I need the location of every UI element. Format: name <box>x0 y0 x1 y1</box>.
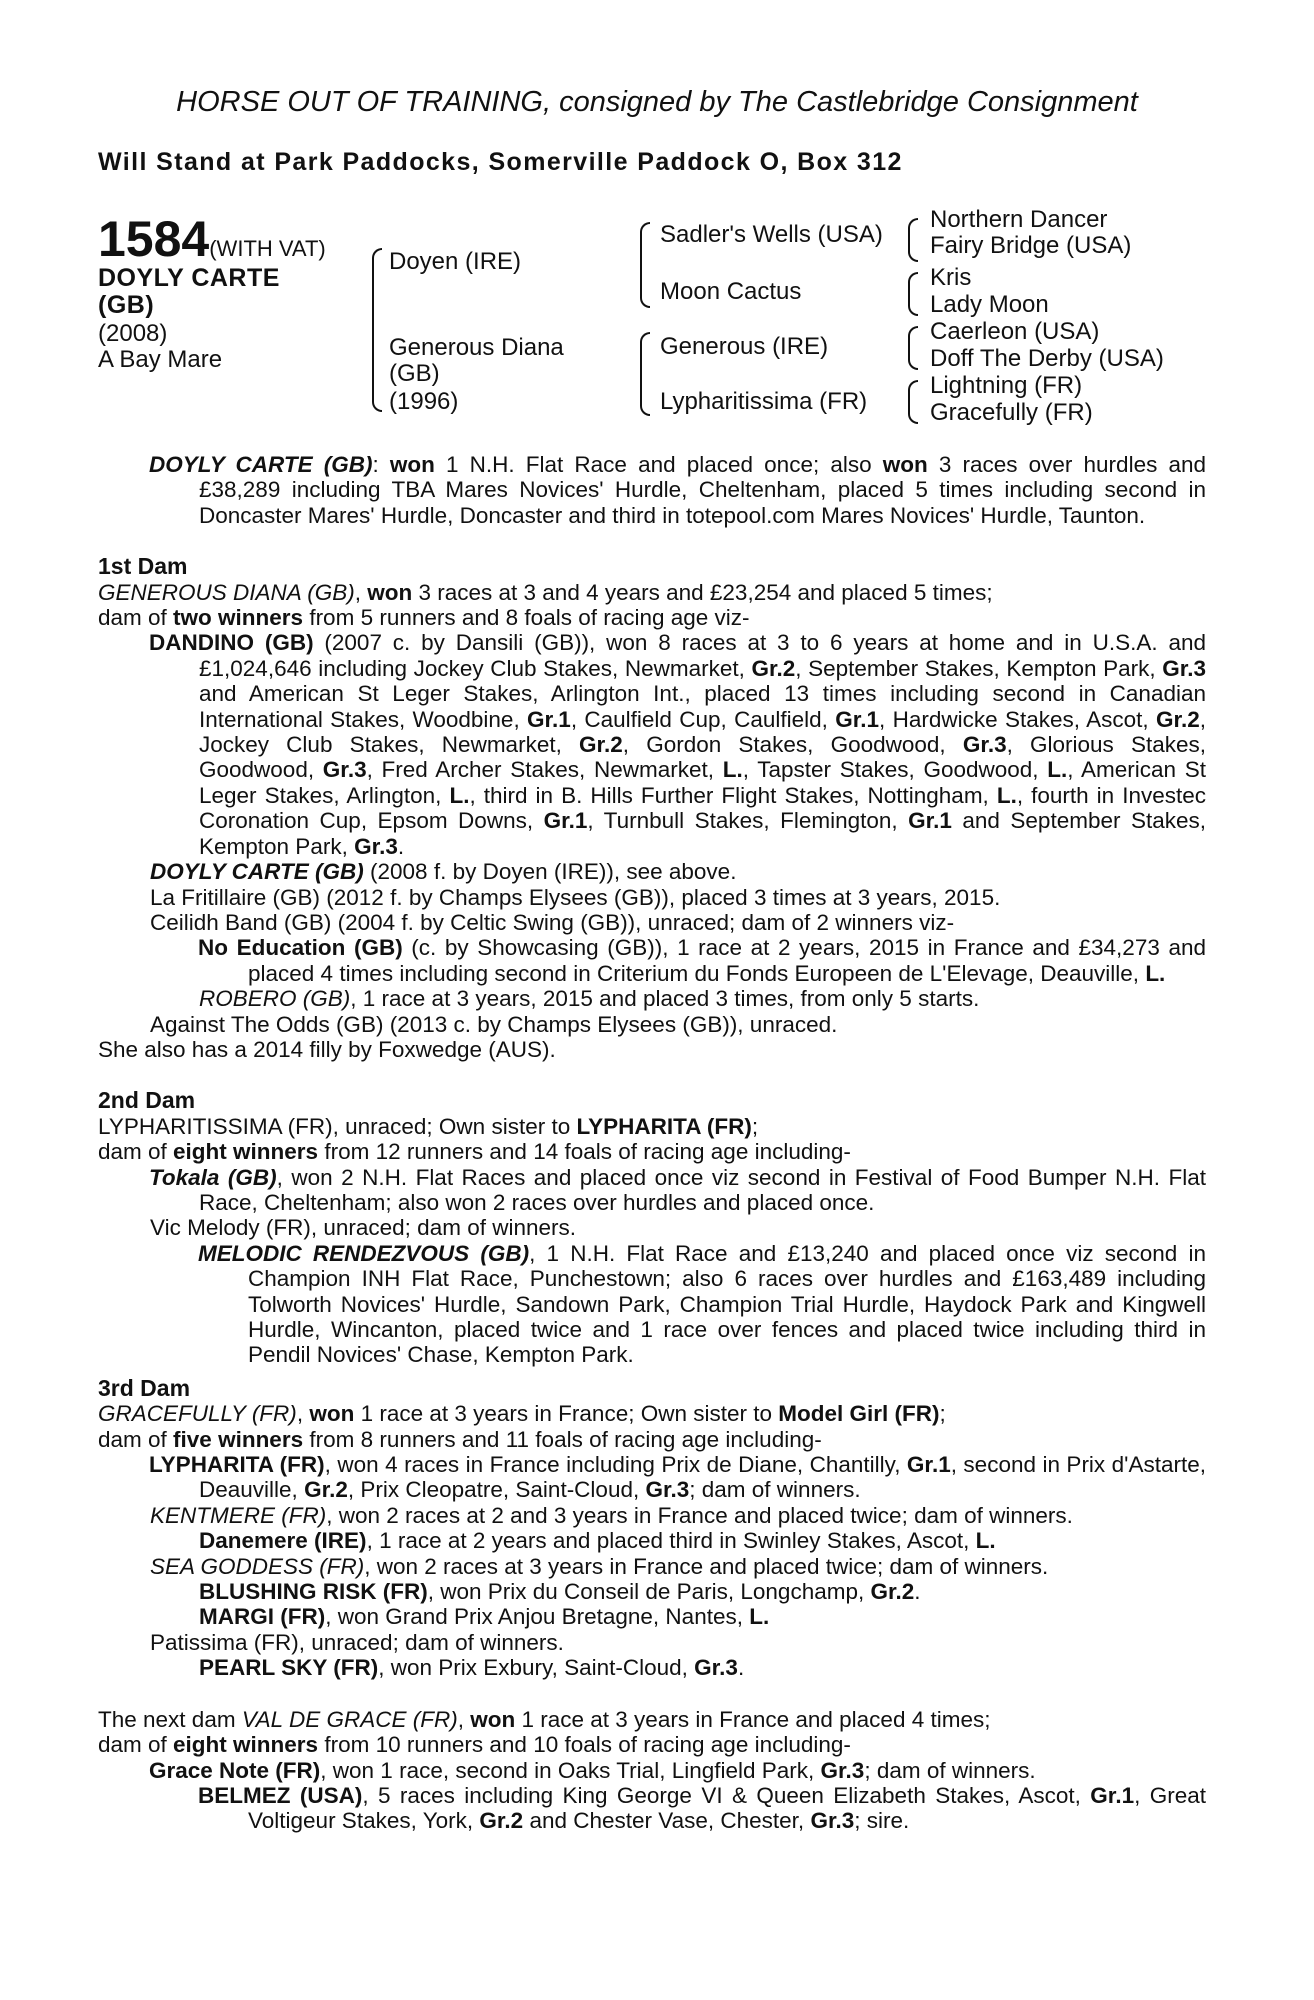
third-dam-produce-line: dam of five winners from 8 runners and 11 foals of racing age including- <box>98 1426 822 1452</box>
pedigree-dam-line1: Generous Diana <box>389 334 564 361</box>
pedigree-dam-sire: Generous (IRE) <box>660 333 829 360</box>
doyly-carte-entry: DOYLY CARTE (GB) (2008 f. by Doyen (IRE)), see above. <box>150 859 737 885</box>
pedigree-g3-5: Caerleon (USA) <box>930 318 1100 345</box>
vic-melody-entry: Vic Melody (FR), unraced; dam of winners. <box>150 1215 576 1241</box>
pedigree-dam-line3: (1996) <box>389 388 459 415</box>
kentmere-entry: KENTMERE (FR), won 2 races at 2 and 3 years in France and placed twice; dam of winners. <box>150 1502 1073 1528</box>
first-dam-line: GENEROUS DIANA (GB), won 3 races at 3 and 4 years and £23,254 and placed 5 times; <box>98 579 993 605</box>
margi-entry: MARGI (FR), won Grand Prix Anjou Bretagne, Nantes, L. <box>199 1604 770 1630</box>
next-dam-produce-line: dam of eight winners from 10 runners and 10 foals of racing age including- <box>98 1732 851 1758</box>
pedigree-g3-4: Lady Moon <box>930 291 1049 318</box>
pedigree-dam-line2: (GB) <box>389 360 440 387</box>
pedigree-g3-8: Gracefully (FR) <box>930 399 1093 426</box>
pedigree-sire: Doyen (IRE) <box>389 248 522 275</box>
second-dam-produce-line: dam of eight winners from 12 runners and 14 foals of racing age including- <box>98 1139 851 1165</box>
lypharita-entry: LYPHARITA (FR), won 4 races in France including Prix de Diane, Chantilly, Gr.1, second in Prix d'Astarte, Deauville, Gr.2, Prix Cleopatre, Saint-Cloud, Gr.3; dam of winners. <box>149 1452 1206 1503</box>
dandino-entry: DANDINO (GB) (2007 c. by Dansili (GB)), won 8 races at 3 to 6 years at home and in U.S.A. and £1,024,646 including Jockey Club Stakes, Newmarket, Gr.2, September Stakes, Kempton Park, Gr.3 and American St Leger Stakes, Arlington Int., placed 13 times including second in Canadian International Stakes, Woodbine, Gr.1, Caulfield Cup, Caulfield, Gr.1, Hardwicke Stakes, Ascot, Gr.2, Jockey Club Stakes, Newmarket, Gr.2, Gordon Stakes, Goodwood, Gr.3, Glorious Stakes, Goodwood, Gr.3, Fred Archer Stakes, Newmarket, L., Tapster Stakes, Goodwood, L., American St Leger Stakes, Arlington, L., third in B. Hills Further Flight Stakes, Nottingham, L., fourth in Investec Coronation Cup, Epsom Downs, Gr.1, Turnbull Stakes, Flemington, Gr.1 and September Stakes, Kempton Park, Gr.3. <box>149 630 1207 859</box>
pedigree-g3-6: Doff The Derby (USA) <box>930 345 1164 372</box>
pedigree-dam-dam: Lypharitissima (FR) <box>660 388 868 415</box>
pedigree-sire-sire: Sadler's Wells (USA) <box>660 221 883 248</box>
third-dam-line: GRACEFULLY (FR), won 1 race at 3 years in France; Own sister to Model Girl (FR); <box>98 1401 946 1427</box>
tokala-entry: Tokala (GB), won 2 N.H. Flat Races and placed once viz second in Festival of Food Bumper N.H. Flat Race, Cheltenham; also won 2 races over hurdles and placed once. <box>149 1164 1206 1215</box>
la-fritillaire-entry: La Fritillaire (GB) (2012 f. by Champs Elysees (GB)), placed 3 times at 3 years, 2015. <box>150 884 1001 910</box>
third-dam-heading: 3rd Dam <box>98 1374 191 1401</box>
pearl-sky-entry: PEARL SKY (FR), won Prix Exbury, Saint-Cloud, Gr.3. <box>199 1655 745 1681</box>
belmez-entry: BELMEZ (USA), 5 races including King George VI & Queen Elizabeth Stakes, Ascot, Gr.1, Great Voltigeur Stakes, York, Gr.2 and Chester Vase, Chester, Gr.3; sire. <box>198 1782 1206 1834</box>
pedigree-g3-1: Northern Dancer <box>930 206 1108 233</box>
against-the-odds-entry: Against The Odds (GB) (2013 c. by Champs Elysees (GB)), unraced. <box>150 1011 838 1037</box>
first-dam-produce-line: dam of two winners from 5 runners and 8 foals of racing age viz- <box>98 605 750 631</box>
pedigree-g3-7: Lightning (FR) <box>930 372 1083 399</box>
pedigree-bracket-gen3-1 <box>908 218 918 262</box>
second-dam-line: LYPHARITISSIMA (FR), unraced; Own sister to LYPHARITA (FR); <box>98 1113 759 1139</box>
sea-goddess-entry: SEA GODDESS (FR), won 2 races at 3 years in France and placed twice; dam of winners. <box>150 1553 1049 1579</box>
pedigree-bracket-gen1 <box>372 248 382 412</box>
horse-name-line1: DOYLY CARTE <box>98 264 280 292</box>
no-education-entry: No Education (GB) (c. by Showcasing (GB)), 1 race at 2 years, 2015 in France and £34,273 and placed 4 times including second in Criterium du Fonds Europeen de L'Elevage, Deauville, L. <box>198 935 1206 986</box>
pedigree-bracket-gen3-4 <box>908 380 918 424</box>
vat-label: (WITH VAT) <box>209 236 326 261</box>
also-has-line: She also has a 2014 filly by Foxwedge (AUS). <box>98 1036 556 1062</box>
summary-paragraph: DOYLY CARTE (GB): won 1 N.H. Flat Race and placed once; also won 3 races over hurdles and £38,289 including TBA Mares Novices' Hurdle, Cheltenham, placed 5 times including second in Doncaster Mares' Hurdle, Doncaster and third in totepool.com Mares Novices' Hurdle, Taunton. <box>149 452 1206 528</box>
pedigree-g3-2: Fairy Bridge (USA) <box>930 232 1132 259</box>
ceilidh-band-entry: Ceilidh Band (GB) (2004 f. by Celtic Swing (GB)), unraced; dam of 2 winners viz- <box>150 909 955 935</box>
pedigree-bracket-gen3-3 <box>908 326 918 370</box>
pedigree-bracket-gen2-bottom <box>640 332 650 416</box>
lot-number: 1584 <box>98 211 210 267</box>
robero-entry: ROBERO (GB), 1 race at 3 years, 2015 and placed 3 times, from only 5 starts. <box>199 986 980 1012</box>
grace-note-entry: Grace Note (FR), won 1 race, second in Oaks Trial, Lingfield Park, Gr.3; dam of winners. <box>149 1757 1036 1783</box>
horse-name-line2: (GB) <box>98 291 155 319</box>
blushing-risk-entry: BLUSHING RISK (FR), won Prix du Conseil de Paris, Longchamp, Gr.2. <box>199 1579 921 1605</box>
pedigree-g3-3: Kris <box>930 264 972 291</box>
stand-location: Will Stand at Park Paddocks, Somerville Paddock O, Box 312 <box>98 148 903 176</box>
horse-year: (2008) <box>98 320 168 347</box>
danemere-entry: Danemere (IRE), 1 race at 2 years and placed third in Swinley Stakes, Ascot, L. <box>199 1528 996 1554</box>
catalogue-body <box>98 452 1206 1834</box>
horse-description: A Bay Mare <box>98 346 223 373</box>
second-dam-heading: 2nd Dam <box>98 1087 196 1114</box>
consignment-header: HORSE OUT OF TRAINING, consigned by The Castlebridge Consignment <box>176 86 1138 118</box>
pedigree-bracket-gen2-top <box>640 222 650 308</box>
melodic-rendezvous-entry: MELODIC RENDEZVOUS (GB), 1 N.H. Flat Race and £13,240 and placed once viz second in Champion INH Flat Race, Punchestown; also 6 races over hurdles and £163,489 including Tolworth Novices' Hurdle, Sandown Park, Champion Trial Hurdle, Haydock Park and Kingwell Hurdle, Wincanton, placed twice and 1 race over fences and placed twice including third in Pendil Novices' Chase, Kempton Park. <box>198 1240 1206 1368</box>
pedigree-bracket-gen3-2 <box>908 272 918 316</box>
patissima-entry: Patissima (FR), unraced; dam of winners. <box>150 1629 564 1655</box>
lot-number-line <box>98 210 326 268</box>
first-dam-heading: 1st Dam <box>98 553 188 580</box>
pedigree-sire-dam-name: Moon Cactus <box>660 278 802 305</box>
next-dam-line: The next dam VAL DE GRACE (FR), won 1 race at 3 years in France and placed 4 times; <box>98 1706 991 1732</box>
